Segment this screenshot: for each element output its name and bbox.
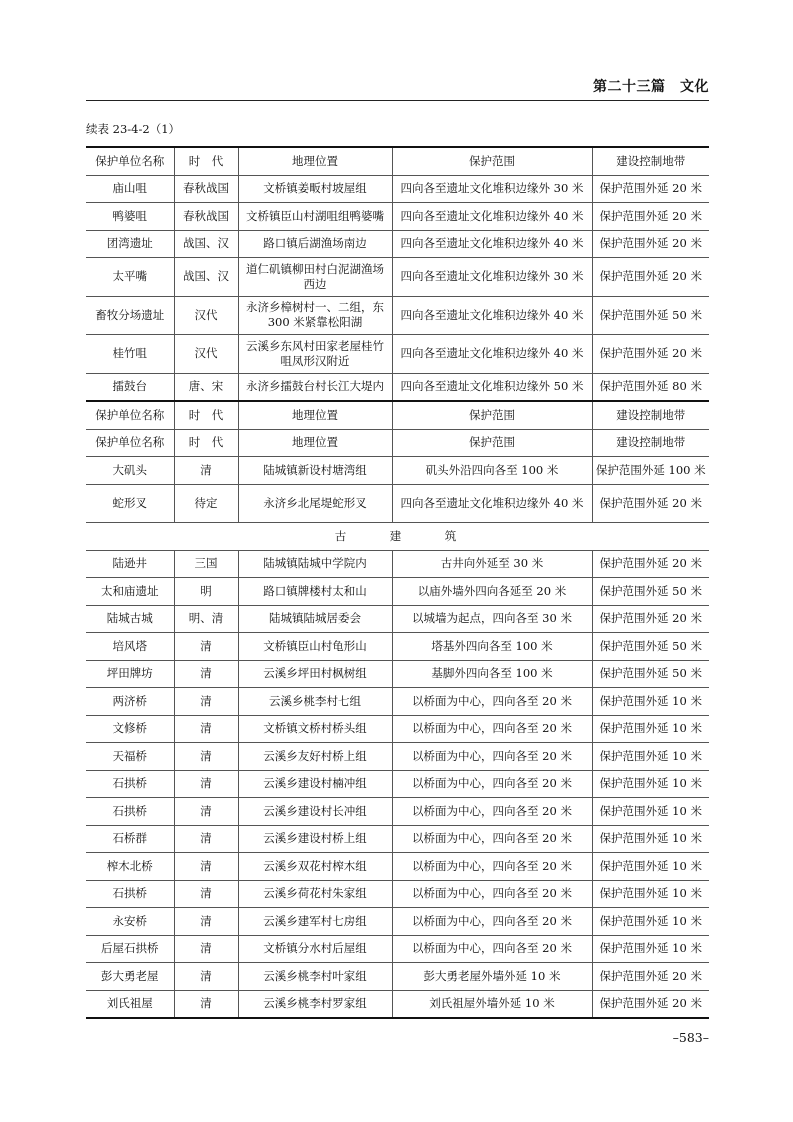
cell-era: 战国、汉 [174,258,238,297]
cell-name: 两济桥 [86,688,174,716]
header-cell-scope: 保护范围 [392,401,592,429]
cell-scope: 以桥面为中心，四向各至 20 米 [392,935,592,963]
header-cell-control: 建设控制地带 [592,429,709,457]
header-cell-control: 建设控制地带 [592,401,709,429]
cell-era: 春秋战国 [174,175,238,203]
table-row [86,335,709,374]
table-body [86,147,709,1018]
table-row [86,990,709,1018]
cell-era: 春秋战国 [174,203,238,231]
cell-name: 畜牧分场遗址 [86,296,174,335]
cell-scope: 以桥面为中心，四向各至 20 米 [392,880,592,908]
header-cell-scope: 保护范围 [392,429,592,457]
table-row [86,908,709,936]
cell-era: 清 [174,798,238,826]
cell-name: 坪田牌坊 [86,660,174,688]
cell-location: 路口镇后湖渔场南边 [238,230,392,258]
cell-scope: 以庙外墙外四向各延至 20 米 [392,578,592,606]
cell-era: 明 [174,578,238,606]
cell-location: 陆城镇陆城中学院内 [238,550,392,578]
cell-control: 保护范围外延 20 米 [592,258,709,297]
cell-location: 云溪乡桃李村七组 [238,688,392,716]
cell-location: 陆城镇陆城居委会 [238,605,392,633]
cell-name: 石拱桥 [86,798,174,826]
header-cell-location: 地理位置 [238,401,392,429]
table-row [86,230,709,258]
cell-scope: 以城墙为起点，四向各至 30 米 [392,605,592,633]
cell-scope: 以桥面为中心，四向各至 20 米 [392,853,592,881]
cell-scope: 以桥面为中心，四向各至 20 米 [392,825,592,853]
cell-scope: 以桥面为中心，四向各至 20 米 [392,798,592,826]
cell-location: 文桥镇分水村后屋组 [238,935,392,963]
cell-location: 云溪乡坪田村枫树组 [238,660,392,688]
cell-name: 永安桥 [86,908,174,936]
page-number: –583– [672,1030,709,1045]
table-row [86,688,709,716]
cell-name: 陆城古城 [86,605,174,633]
cell-era: 汉代 [174,296,238,335]
cell-era: 清 [174,457,238,485]
cell-name: 桂竹咀 [86,335,174,374]
heritage-table-wrapper [86,146,709,1019]
cell-name: 鸭婆咀 [86,203,174,231]
cell-location: 云溪乡双花村榨木组 [238,853,392,881]
cell-era: 待定 [174,484,238,523]
cell-control: 保护范围外延 100 米 [592,457,709,485]
cell-location: 永济乡樟树村一、二组，东 300 米紧靠松阳湖 [238,296,392,335]
cell-control: 保护范围外延 50 米 [592,578,709,606]
cell-era: 清 [174,853,238,881]
cell-scope: 以桥面为中心，四向各至 20 米 [392,908,592,936]
cell-era: 清 [174,825,238,853]
cell-scope: 矶头外沿四向各至 100 米 [392,457,592,485]
table-row [86,550,709,578]
cell-location: 云溪乡建设村长冲组 [238,798,392,826]
cell-name: 太平嘴 [86,258,174,297]
cell-era: 清 [174,908,238,936]
cell-name: 彭大勇老屋 [86,963,174,991]
cell-control: 保护范围外延 20 米 [592,963,709,991]
cell-era: 清 [174,963,238,991]
cell-era: 三国 [174,550,238,578]
header-cell-location: 地理位置 [238,147,392,175]
table-row [86,825,709,853]
cell-name: 庙山咀 [86,175,174,203]
cell-control: 保护范围外延 10 米 [592,880,709,908]
cell-control: 保护范围外延 10 米 [592,715,709,743]
header-cell-name: 保护单位名称 [86,147,174,175]
cell-name: 后屋石拱桥 [86,935,174,963]
cell-location: 云溪乡友好村桥上组 [238,743,392,771]
cell-name: 文修桥 [86,715,174,743]
cell-location: 永济乡北尾堤蛇形叉 [238,484,392,523]
header-cell-era: 时 代 [174,401,238,429]
cell-location: 道仁矶镇柳田村白泥湖渔场西边 [238,258,392,297]
cell-scope: 刘氏祖屋外墙外延 10 米 [392,990,592,1018]
table-row [86,203,709,231]
section-row [86,523,709,551]
cell-location: 永济乡擂鼓台村长江大堤内 [238,373,392,401]
header-row [86,147,709,175]
cell-control: 保护范围外延 20 米 [592,203,709,231]
cell-name: 石拱桥 [86,880,174,908]
cell-control: 保护范围外延 50 米 [592,296,709,335]
cell-era: 清 [174,688,238,716]
header-rule [86,100,709,101]
cell-location: 文桥镇臣山村龟形山 [238,633,392,661]
cell-name: 培风塔 [86,633,174,661]
header-cell-scope: 保护范围 [392,147,592,175]
table-row [86,633,709,661]
cell-location: 云溪乡桃李村罗家组 [238,990,392,1018]
table-row [86,296,709,335]
cell-control: 保护范围外延 20 米 [592,175,709,203]
cell-era: 清 [174,660,238,688]
table-row [86,660,709,688]
cell-name: 榨木北桥 [86,853,174,881]
repeated-header-row [86,401,709,429]
cell-era: 清 [174,743,238,771]
cell-scope: 四向各至遗址文化堆积边缘外 40 米 [392,335,592,374]
cell-control: 保护范围外延 10 米 [592,935,709,963]
cell-name: 石拱桥 [86,770,174,798]
cell-location: 路口镇牌楼村太和山 [238,578,392,606]
cell-location: 云溪乡建设村楠冲组 [238,770,392,798]
cell-control: 保护范围外延 20 米 [592,605,709,633]
table-row [86,853,709,881]
cell-name: 陆逊井 [86,550,174,578]
cell-scope: 彭大勇老屋外墙外延 10 米 [392,963,592,991]
cell-control: 保护范围外延 10 米 [592,798,709,826]
cell-scope: 四向各至遗址文化堆积边缘外 40 米 [392,203,592,231]
table-row [86,715,709,743]
header-cell-control: 建设控制地带 [592,147,709,175]
cell-control: 保护范围外延 10 米 [592,853,709,881]
header-cell-location: 地理位置 [238,429,392,457]
table-row [86,880,709,908]
cell-era: 汉代 [174,335,238,374]
cell-control: 保护范围外延 50 米 [592,660,709,688]
table-row [86,373,709,401]
table-row [86,743,709,771]
cell-era: 清 [174,935,238,963]
cell-name: 刘氏祖屋 [86,990,174,1018]
cell-name: 擂鼓台 [86,373,174,401]
cell-control: 保护范围外延 20 米 [592,484,709,523]
cell-control: 保护范围外延 10 米 [592,825,709,853]
cell-era: 清 [174,880,238,908]
cell-scope: 以桥面为中心，四向各至 20 米 [392,770,592,798]
table-row [86,798,709,826]
chapter-title: 第二十三篇 文化 [593,79,709,95]
cell-era: 清 [174,990,238,1018]
header-cell-name: 保护单位名称 [86,401,174,429]
cell-location: 云溪乡荷花村朱家组 [238,880,392,908]
cell-control: 保护范围外延 20 米 [592,550,709,578]
cell-location: 云溪乡建设村桥上组 [238,825,392,853]
cell-control: 保护范围外延 80 米 [592,373,709,401]
table-row [86,258,709,297]
repeated-header-row [86,429,709,457]
cell-era: 清 [174,770,238,798]
header-cell-era: 时 代 [174,147,238,175]
cell-location: 云溪乡桃李村叶家组 [238,963,392,991]
cell-scope: 以桥面为中心，四向各至 20 米 [392,715,592,743]
cell-location: 文桥镇姜畈村坡屋组 [238,175,392,203]
cell-scope: 古井向外延至 30 米 [392,550,592,578]
cell-name: 蛇形叉 [86,484,174,523]
cell-scope: 四向各至遗址文化堆积边缘外 30 米 [392,258,592,297]
cell-control: 保护范围外延 10 米 [592,743,709,771]
table-row [86,175,709,203]
table-caption: 续表 23-4-2（1） [86,122,181,136]
cell-scope: 四向各至遗址文化堆积边缘外 30 米 [392,175,592,203]
table-row [86,484,709,523]
cell-location: 云溪乡建军村七房组 [238,908,392,936]
cell-scope: 四向各至遗址文化堆积边缘外 40 米 [392,484,592,523]
section-title: 古 建 筑 [86,523,709,551]
cell-era: 唐、宋 [174,373,238,401]
cell-control: 保护范围外延 10 米 [592,688,709,716]
table-row [86,963,709,991]
cell-control: 保护范围外延 20 米 [592,335,709,374]
cell-era: 明、清 [174,605,238,633]
cell-name: 团湾遗址 [86,230,174,258]
heritage-protection-table [86,146,709,1019]
table-row [86,457,709,485]
cell-control: 保护范围外延 20 米 [592,230,709,258]
cell-scope: 基脚外四向各至 100 米 [392,660,592,688]
cell-name: 天福桥 [86,743,174,771]
cell-scope: 四向各至遗址文化堆积边缘外 40 米 [392,296,592,335]
cell-name: 太和庙遗址 [86,578,174,606]
cell-name: 石桥群 [86,825,174,853]
cell-control: 保护范围外延 20 米 [592,990,709,1018]
cell-scope: 以桥面为中心，四向各至 20 米 [392,743,592,771]
table-row [86,770,709,798]
table-row [86,935,709,963]
cell-control: 保护范围外延 10 米 [592,908,709,936]
cell-scope: 四向各至遗址文化堆积边缘外 50 米 [392,373,592,401]
cell-control: 保护范围外延 50 米 [592,633,709,661]
cell-era: 清 [174,633,238,661]
cell-scope: 塔基外四向各至 100 米 [392,633,592,661]
cell-control: 保护范围外延 10 米 [592,770,709,798]
header-cell-era: 时 代 [174,429,238,457]
cell-name: 大矶头 [86,457,174,485]
table-row [86,605,709,633]
cell-location: 文桥镇文桥村桥头组 [238,715,392,743]
cell-era: 清 [174,715,238,743]
cell-location: 云溪乡东风村田家老屋桂竹咀凤形汉附近 [238,335,392,374]
table-row [86,578,709,606]
cell-scope: 以桥面为中心，四向各至 20 米 [392,688,592,716]
cell-era: 战国、汉 [174,230,238,258]
header-cell-name: 保护单位名称 [86,429,174,457]
cell-location: 陆城镇新设村塘湾组 [238,457,392,485]
cell-location: 文桥镇臣山村湖咀组鸭婆嘴 [238,203,392,231]
cell-scope: 四向各至遗址文化堆积边缘外 40 米 [392,230,592,258]
